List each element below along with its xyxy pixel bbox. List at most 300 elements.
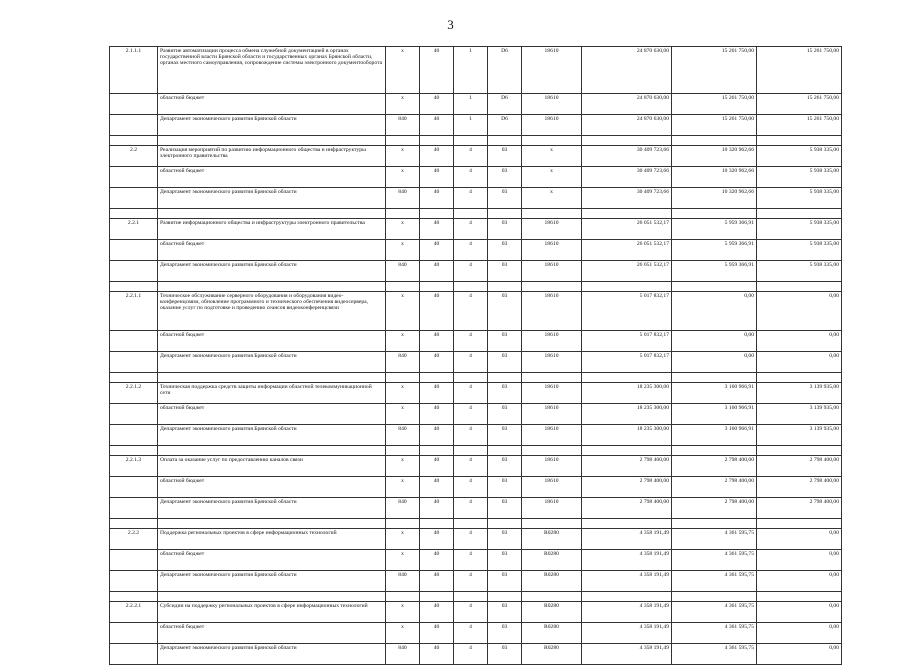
table-row	[110, 477, 842, 498]
table-row	[110, 352, 842, 373]
table-row	[110, 261, 842, 282]
table-row	[110, 240, 842, 261]
row-name: Департамент экономического развития Брянской области	[158, 571, 386, 592]
row-ministry-code: х	[386, 550, 420, 571]
row-amount-year-3: 5 938 335,00	[757, 146, 842, 167]
row-code	[110, 261, 158, 282]
page-number: 3	[447, 17, 454, 32]
row-section: 40	[420, 352, 454, 373]
row-program: 03	[488, 219, 522, 240]
row-name: Департамент экономического развития Брянской области	[158, 498, 386, 519]
row-name: Субсидии на поддержку региональных проектов в сфере информационных технологий	[158, 602, 386, 623]
row-code: 2.1.1.1	[110, 47, 158, 94]
spacer-cell	[110, 136, 158, 146]
row-amount-year-2: 4 361 595,75	[672, 529, 757, 550]
row-amount-year-3: 3 139 935,00	[757, 383, 842, 404]
spacer-cell	[522, 136, 582, 146]
row-amount-year-1: 30 409 723,66	[582, 146, 672, 167]
row-target-item: 18610	[522, 404, 582, 425]
row-ministry-code: х	[386, 477, 420, 498]
row-amount-year-1: 26 051 532,17	[582, 219, 672, 240]
row-subsection: 4	[454, 644, 488, 665]
table-row	[110, 498, 842, 519]
row-name: Техническое обслуживание серверного оборудования и оборудования видео-конференцсвязи, обновление программного и технического обеспечения видеосервера, оказание услуг по подготовке и проведению сеансов видеоконференцсвязи	[158, 292, 386, 331]
row-section: 40	[420, 404, 454, 425]
row-amount-year-2: 0,00	[672, 352, 757, 373]
row-subsection: 4	[454, 550, 488, 571]
row-program: 03	[488, 623, 522, 644]
spacer-cell	[757, 209, 842, 219]
row-program: 03	[488, 240, 522, 261]
spacer-cell	[158, 136, 386, 146]
row-amount-year-1: 18 235 300,00	[582, 383, 672, 404]
row-section: 40	[420, 219, 454, 240]
spacer-cell	[522, 519, 582, 529]
row-amount-year-3: 15 261 750,00	[757, 94, 842, 115]
row-code	[110, 477, 158, 498]
row-amount-year-2: 0,00	[672, 292, 757, 331]
table-row	[110, 331, 842, 352]
row-subsection: 4	[454, 456, 488, 477]
table-row	[110, 623, 842, 644]
row-program: 03	[488, 571, 522, 592]
row-amount-year-1: 2 798 400,00	[582, 456, 672, 477]
row-code	[110, 571, 158, 592]
row-ministry-code: х	[386, 404, 420, 425]
row-amount-year-2: 2 798 400,00	[672, 477, 757, 498]
row-amount-year-1: 18 235 300,00	[582, 425, 672, 446]
table-row	[110, 167, 842, 188]
row-target-item: 18610	[522, 498, 582, 519]
spacer-cell	[672, 519, 757, 529]
row-target-item: 18610	[522, 261, 582, 282]
row-amount-year-2: 3 160 966,91	[672, 425, 757, 446]
row-amount-year-1: 5 017 832,17	[582, 292, 672, 331]
row-amount-year-2: 15 261 750,00	[672, 47, 757, 94]
row-amount-year-2: 3 160 966,91	[672, 404, 757, 425]
spacer-cell	[110, 519, 158, 529]
row-amount-year-1: 5 017 832,17	[582, 331, 672, 352]
row-section: 40	[420, 261, 454, 282]
spacer-cell	[522, 282, 582, 292]
row-ministry-code: х	[386, 331, 420, 352]
row-ministry-code: х	[386, 456, 420, 477]
spacer-cell	[454, 373, 488, 383]
row-code	[110, 498, 158, 519]
row-program: 03	[488, 644, 522, 665]
group-spacer	[110, 373, 842, 383]
row-code: 2.2.1.2	[110, 383, 158, 404]
row-amount-year-3: 0,00	[757, 550, 842, 571]
table-row	[110, 571, 842, 592]
spacer-cell	[672, 446, 757, 456]
row-name: областной бюджет	[158, 550, 386, 571]
row-program: 03	[488, 261, 522, 282]
row-ministry-code: х	[386, 602, 420, 623]
row-code	[110, 623, 158, 644]
row-ministry-code: х	[386, 167, 420, 188]
row-target-item: R0280	[522, 623, 582, 644]
table-row	[110, 292, 842, 331]
spacer-cell	[420, 592, 454, 602]
row-amount-year-3: 0,00	[757, 331, 842, 352]
spacer-cell	[386, 282, 420, 292]
table-row	[110, 383, 842, 404]
row-code	[110, 188, 158, 209]
spacer-cell	[488, 519, 522, 529]
row-section: 40	[420, 188, 454, 209]
row-program: 03	[488, 292, 522, 331]
row-target-item: 18610	[522, 425, 582, 446]
row-name: областной бюджет	[158, 240, 386, 261]
row-target-item: 18610	[522, 331, 582, 352]
row-program: D6	[488, 47, 522, 94]
row-amount-year-1: 4 358 191,49	[582, 644, 672, 665]
spacer-cell	[420, 373, 454, 383]
spacer-cell	[386, 209, 420, 219]
row-code: 2.2	[110, 146, 158, 167]
spacer-cell	[158, 373, 386, 383]
row-name: Развитие информационного общества и инфраструктуры электронного правительства	[158, 219, 386, 240]
row-section: 40	[420, 456, 454, 477]
row-amount-year-2: 0,00	[672, 331, 757, 352]
row-amount-year-2: 4 361 595,75	[672, 571, 757, 592]
spacer-cell	[757, 282, 842, 292]
row-amount-year-3: 5 938 335,00	[757, 240, 842, 261]
row-amount-year-1: 4 358 191,49	[582, 571, 672, 592]
row-name: Департамент экономического развития Брянской области	[158, 261, 386, 282]
row-program: D6	[488, 115, 522, 136]
row-amount-year-3: 5 938 335,00	[757, 167, 842, 188]
table-row	[110, 602, 842, 623]
group-spacer	[110, 282, 842, 292]
spacer-cell	[110, 446, 158, 456]
row-ministry-code: 840	[386, 498, 420, 519]
table-row	[110, 404, 842, 425]
row-program: 03	[488, 352, 522, 373]
row-name: областной бюджет	[158, 623, 386, 644]
spacer-cell	[757, 519, 842, 529]
row-amount-year-1: 18 235 300,00	[582, 404, 672, 425]
row-amount-year-2: 2 798 400,00	[672, 498, 757, 519]
row-amount-year-3: 0,00	[757, 623, 842, 644]
row-program: 03	[488, 498, 522, 519]
row-amount-year-3: 5 938 335,00	[757, 188, 842, 209]
row-program: 03	[488, 188, 522, 209]
row-target-item: 18610	[522, 115, 582, 136]
row-subsection: 4	[454, 498, 488, 519]
row-program: 03	[488, 529, 522, 550]
table-row	[110, 644, 842, 665]
row-amount-year-1: 2 798 400,00	[582, 477, 672, 498]
group-spacer	[110, 592, 842, 602]
spacer-cell	[522, 592, 582, 602]
table-row	[110, 550, 842, 571]
spacer-cell	[672, 282, 757, 292]
row-amount-year-2: 2 798 400,00	[672, 456, 757, 477]
row-subsection: 4	[454, 219, 488, 240]
group-spacer	[110, 446, 842, 456]
row-amount-year-3: 2 798 400,00	[757, 477, 842, 498]
row-program: 03	[488, 425, 522, 446]
row-target-item: х	[522, 188, 582, 209]
row-ministry-code: х	[386, 146, 420, 167]
row-amount-year-3: 0,00	[757, 352, 842, 373]
row-subsection: 4	[454, 383, 488, 404]
row-amount-year-3: 3 139 935,00	[757, 404, 842, 425]
spacer-cell	[454, 519, 488, 529]
row-amount-year-2: 5 959 366,91	[672, 240, 757, 261]
row-name: Оплата за оказание услуг по предоставлению каналов связи	[158, 456, 386, 477]
row-amount-year-2: 4 361 595,75	[672, 550, 757, 571]
spacer-cell	[158, 446, 386, 456]
spacer-cell	[488, 592, 522, 602]
spacer-cell	[582, 282, 672, 292]
spacer-cell	[672, 209, 757, 219]
row-ministry-code: 840	[386, 352, 420, 373]
row-amount-year-3: 5 938 335,00	[757, 261, 842, 282]
row-section: 40	[420, 623, 454, 644]
row-subsection: 4	[454, 404, 488, 425]
row-target-item: 18610	[522, 219, 582, 240]
row-code: 2.2.1.3	[110, 456, 158, 477]
row-section: 40	[420, 47, 454, 94]
row-ministry-code: х	[386, 47, 420, 94]
row-name: областной бюджет	[158, 404, 386, 425]
row-code	[110, 550, 158, 571]
row-program: 03	[488, 550, 522, 571]
row-name: областной бюджет	[158, 477, 386, 498]
row-program: 03	[488, 146, 522, 167]
table-row	[110, 219, 842, 240]
row-ministry-code: х	[386, 623, 420, 644]
row-target-item: 18610	[522, 456, 582, 477]
row-ministry-code: х	[386, 240, 420, 261]
row-target-item: х	[522, 167, 582, 188]
row-section: 40	[420, 115, 454, 136]
table-row	[110, 47, 842, 94]
row-section: 40	[420, 550, 454, 571]
spacer-cell	[420, 136, 454, 146]
spacer-cell	[386, 592, 420, 602]
spacer-cell	[110, 592, 158, 602]
row-code	[110, 167, 158, 188]
row-amount-year-2: 15 261 750,00	[672, 94, 757, 115]
row-program: 03	[488, 331, 522, 352]
row-amount-year-1: 2 798 400,00	[582, 498, 672, 519]
spacer-cell	[582, 373, 672, 383]
row-amount-year-3: 0,00	[757, 292, 842, 331]
row-amount-year-1: 24 870 630,00	[582, 94, 672, 115]
row-subsection: 4	[454, 477, 488, 498]
row-program: 03	[488, 404, 522, 425]
row-name: Техническая поддержка средств защиты информации областной телекоммуникационной сети	[158, 383, 386, 404]
row-amount-year-2: 4 361 595,75	[672, 644, 757, 665]
row-program: D6	[488, 94, 522, 115]
row-subsection: 4	[454, 292, 488, 331]
row-amount-year-3: 0,00	[757, 529, 842, 550]
row-amount-year-2: 15 261 750,00	[672, 115, 757, 136]
row-code	[110, 331, 158, 352]
row-amount-year-1: 4 358 191,49	[582, 623, 672, 644]
row-program: 03	[488, 383, 522, 404]
row-name: Департамент экономического развития Брянской области	[158, 644, 386, 665]
row-target-item: R0280	[522, 602, 582, 623]
spacer-cell	[386, 136, 420, 146]
row-name: Департамент экономического развития Брянской области	[158, 115, 386, 136]
spacer-cell	[110, 282, 158, 292]
spacer-cell	[582, 209, 672, 219]
row-ministry-code: х	[386, 292, 420, 331]
row-section: 40	[420, 477, 454, 498]
group-spacer	[110, 136, 842, 146]
spacer-cell	[454, 282, 488, 292]
row-subsection: 4	[454, 167, 488, 188]
row-amount-year-3: 15 261 750,00	[757, 47, 842, 94]
row-amount-year-1: 26 051 532,17	[582, 240, 672, 261]
row-amount-year-2: 3 160 966,91	[672, 383, 757, 404]
spacer-cell	[757, 446, 842, 456]
row-subsection: 4	[454, 331, 488, 352]
spacer-cell	[386, 519, 420, 529]
row-amount-year-3: 2 798 400,00	[757, 498, 842, 519]
spacer-cell	[522, 446, 582, 456]
row-amount-year-2: 4 361 595,75	[672, 623, 757, 644]
row-subsection: 4	[454, 261, 488, 282]
row-amount-year-2: 4 361 595,75	[672, 602, 757, 623]
row-code	[110, 404, 158, 425]
spacer-cell	[522, 373, 582, 383]
row-code	[110, 644, 158, 665]
row-amount-year-1: 24 870 630,00	[582, 47, 672, 94]
row-amount-year-3: 3 139 935,00	[757, 425, 842, 446]
row-code: 2.2.1.1	[110, 292, 158, 331]
row-section: 40	[420, 94, 454, 115]
row-name: Департамент экономического развития Брянской области	[158, 352, 386, 373]
row-target-item: 18610	[522, 240, 582, 261]
spacer-cell	[454, 592, 488, 602]
row-section: 40	[420, 425, 454, 446]
row-amount-year-3: 0,00	[757, 602, 842, 623]
row-program: 03	[488, 167, 522, 188]
row-subsection: 4	[454, 623, 488, 644]
row-amount-year-1: 30 409 723,66	[582, 167, 672, 188]
row-amount-year-1: 4 358 191,49	[582, 602, 672, 623]
row-subsection: 4	[454, 571, 488, 592]
spacer-cell	[672, 373, 757, 383]
spacer-cell	[488, 282, 522, 292]
row-section: 40	[420, 240, 454, 261]
row-amount-year-3: 0,00	[757, 571, 842, 592]
row-target-item: R0280	[522, 571, 582, 592]
spacer-cell	[386, 446, 420, 456]
row-ministry-code: 840	[386, 571, 420, 592]
spacer-cell	[488, 373, 522, 383]
row-amount-year-3: 2 798 400,00	[757, 456, 842, 477]
row-name: Департамент экономического развития Брянской области	[158, 425, 386, 446]
row-amount-year-2: 10 320 962,66	[672, 188, 757, 209]
row-target-item: 18610	[522, 383, 582, 404]
row-amount-year-3: 0,00	[757, 644, 842, 665]
spacer-cell	[488, 136, 522, 146]
row-name: областной бюджет	[158, 167, 386, 188]
spacer-cell	[522, 209, 582, 219]
row-amount-year-1: 4 358 191,49	[582, 529, 672, 550]
row-amount-year-2: 5 959 366,91	[672, 219, 757, 240]
row-subsection: 4	[454, 352, 488, 373]
spacer-cell	[158, 519, 386, 529]
group-spacer	[110, 519, 842, 529]
table-row	[110, 425, 842, 446]
row-subsection: 4	[454, 188, 488, 209]
row-amount-year-3: 15 261 750,00	[757, 115, 842, 136]
row-ministry-code: 840	[386, 261, 420, 282]
row-name: областной бюджет	[158, 94, 386, 115]
table-row	[110, 529, 842, 550]
row-amount-year-2: 5 959 366,91	[672, 261, 757, 282]
spacer-cell	[672, 592, 757, 602]
row-section: 40	[420, 167, 454, 188]
row-section: 40	[420, 644, 454, 665]
spacer-cell	[488, 209, 522, 219]
row-section: 40	[420, 571, 454, 592]
row-program: 03	[488, 456, 522, 477]
spacer-cell	[757, 373, 842, 383]
row-code: 2.2.2	[110, 529, 158, 550]
row-target-item: 18610	[522, 94, 582, 115]
spacer-cell	[672, 136, 757, 146]
row-subsection: 1	[454, 47, 488, 94]
row-ministry-code: х	[386, 94, 420, 115]
spacer-cell	[420, 446, 454, 456]
row-name: областной бюджет	[158, 331, 386, 352]
row-ministry-code: х	[386, 529, 420, 550]
spacer-cell	[158, 209, 386, 219]
spacer-cell	[110, 209, 158, 219]
row-target-item: R0280	[522, 529, 582, 550]
row-target-item: х	[522, 146, 582, 167]
spacer-cell	[582, 136, 672, 146]
spacer-cell	[454, 446, 488, 456]
row-subsection: 1	[454, 115, 488, 136]
row-name: Развитие автоматизации процесса обмена служебной документацией в органах государственной власти Брянской области и государственных органах Брянской области, органах местного самоуправления, сопровождение системы электронного документооборота	[158, 47, 386, 94]
row-code	[110, 115, 158, 136]
spacer-cell	[420, 209, 454, 219]
row-target-item: 18610	[522, 477, 582, 498]
row-amount-year-1: 5 017 832,17	[582, 352, 672, 373]
row-name: Департамент экономического развития Брянской области	[158, 188, 386, 209]
row-target-item: 18610	[522, 352, 582, 373]
spacer-cell	[757, 136, 842, 146]
spacer-cell	[757, 592, 842, 602]
row-ministry-code: 840	[386, 644, 420, 665]
spacer-cell	[454, 136, 488, 146]
spacer-cell	[158, 592, 386, 602]
row-target-item: 18610	[522, 292, 582, 331]
row-program: 03	[488, 602, 522, 623]
row-section: 40	[420, 602, 454, 623]
spacer-cell	[582, 446, 672, 456]
row-subsection: 4	[454, 602, 488, 623]
spacer-cell	[386, 373, 420, 383]
row-subsection: 4	[454, 529, 488, 550]
row-code	[110, 240, 158, 261]
row-code	[110, 94, 158, 115]
table-row	[110, 188, 842, 209]
row-section: 40	[420, 146, 454, 167]
row-section: 40	[420, 331, 454, 352]
row-amount-year-1: 26 051 532,17	[582, 261, 672, 282]
